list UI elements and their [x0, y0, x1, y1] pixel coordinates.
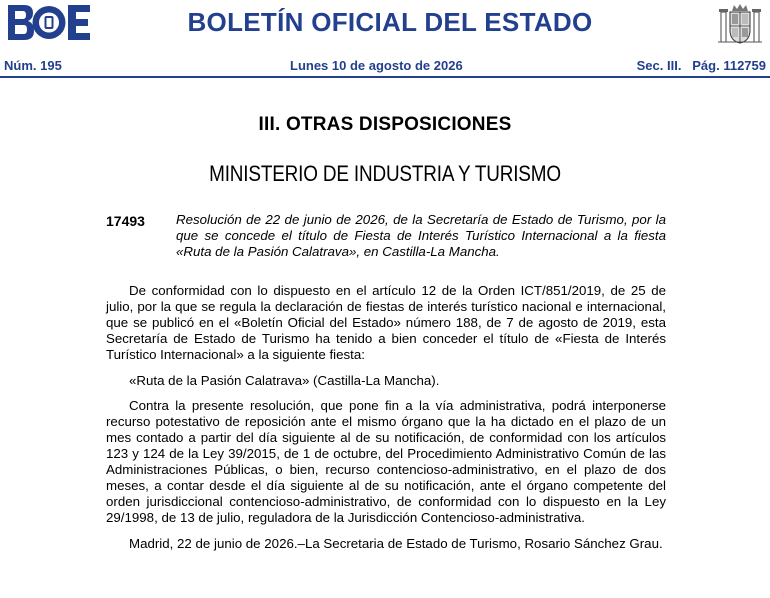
section-page: Sec. III. Pág. 112759 [636, 58, 766, 73]
paragraph: De conformidad con lo dispuesto en el artículo 12 de la Orden ICT/851/2019, de 25 de julio, por la que se regula la declaración de fiestas de interés turístico nacional e internacional, que se publicó en el «Boletín Oficial del Estado» número 188, de 7 de agosto de 2019, esta Secretaría de Estado de Turismo ha tenido a bien conceder el título de «Fiesta de Interés Turístico Internacional» a la siguiente fiesta: [106, 283, 666, 362]
section-heading: III. OTRAS DISPOSICIONES [258, 114, 512, 135]
header-divider [0, 76, 770, 78]
issue-date: Lunes 10 de agosto de 2026 [290, 58, 463, 73]
boe-logo [6, 3, 91, 42]
coat-of-arms-icon [716, 2, 764, 46]
page-title: BOLETÍN OFICIAL DEL ESTADO [187, 7, 593, 37]
disposition-title: Resolución de 22 de junio de 2026, de la Secretaría de Estado de Turismo, por la que se concede el título de Fiesta de Interés Turístico Internacional a la fiesta «Ruta de la Pasión Calatrava», en Castilla-La Mancha. [176, 212, 666, 259]
paragraph: Contra la presente resolución, que pone fin a la vía administrativa, podrá interponerse recurso potestativo de reposición ante el mismo órgano que la ha dictado en el plazo de un mes contado a partir del día siguiente al de su notificación, de conformidad con los artículos 123 y 124 de la Ley 39/2015, de 1 de octubre, del Procedimiento Administrativo Común de las Administraciones Públicas, o bien, recurso contencioso-administrativo, en el plazo de dos meses, a contar desde el día siguiente al de su notificación, ante el órgano competente del orden jurisdiccional contencioso-administrativo, de conformidad con lo dispuesto en la Ley 29/1998, de 13 de julio, reguladora de la Jurisdicción Contencioso-administrativa. [106, 398, 666, 525]
ministry-heading: MINISTERIO DE INDUSTRIA Y TURISMO [209, 161, 561, 186]
disposition-number: 17493 [106, 213, 145, 229]
signature-line: Madrid, 22 de junio de 2026.–La Secretaria de Estado de Turismo, Rosario Sánchez Grau. [129, 535, 663, 551]
paragraph: «Ruta de la Pasión Calatrava» (Castilla-La Mancha). [129, 372, 440, 388]
issue-number: Núm. 195 [4, 58, 62, 73]
document-body [106, 283, 666, 562]
